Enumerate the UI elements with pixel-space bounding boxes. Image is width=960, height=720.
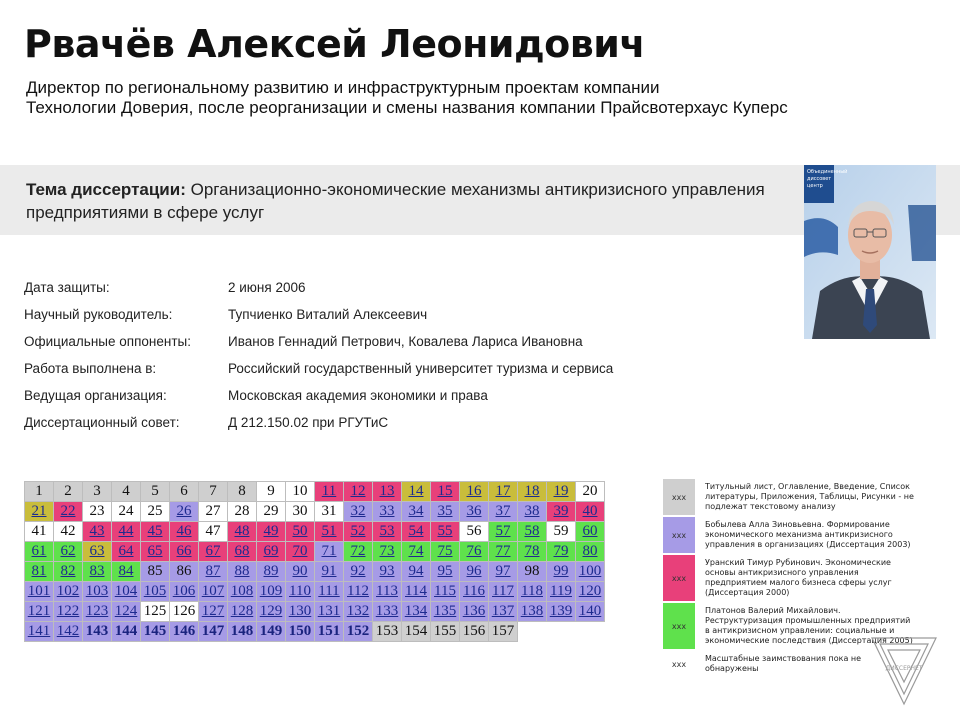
page-cell-41: 41 <box>25 522 54 542</box>
page-cell-112[interactable]: 112 <box>344 582 373 602</box>
photo-caption-3: центр <box>807 183 823 189</box>
legend-row-gray <box>663 479 919 516</box>
page-cell-121[interactable]: 121 <box>25 602 54 622</box>
info-value: 2 июня 2006 <box>228 280 306 295</box>
page-cell-64[interactable]: 64 <box>112 542 141 562</box>
page-cell-146: 146 <box>170 622 199 642</box>
page-cell-109[interactable]: 109 <box>257 582 286 602</box>
page-cell-15[interactable]: 15 <box>431 482 460 502</box>
empty-cell <box>518 622 547 642</box>
info-key: Научный руководитель: <box>24 307 173 322</box>
page-cell-105[interactable]: 105 <box>141 582 170 602</box>
legend-swatch: xxx <box>663 516 695 554</box>
person-photo <box>804 165 936 339</box>
page-cell-95[interactable]: 95 <box>431 562 460 582</box>
page-cell-156: 156 <box>460 622 489 642</box>
page-cell-54[interactable]: 54 <box>402 522 431 542</box>
page-cell-20: 20 <box>576 482 605 502</box>
page-cell-137[interactable]: 137 <box>489 602 518 622</box>
legend-text: Титульный лист, Оглавление, Введение, Список литературы, Приложения, Таблицы, Рисунки - не подлежат текстовому анализу <box>695 479 919 516</box>
page-cell-13[interactable]: 13 <box>373 482 402 502</box>
page-cell-88[interactable]: 88 <box>228 562 257 582</box>
info-key: Ведущая организация: <box>24 388 167 403</box>
page-cell-12[interactable]: 12 <box>344 482 373 502</box>
legend-text: Уранский Тимур Рубинович. Экономические основы антикризисного управления предприятием малого бизнеса сферы услуг (Диссертация 2000) <box>695 554 919 602</box>
page-cell-45[interactable]: 45 <box>141 522 170 542</box>
info-key: Официальные оппоненты: <box>24 334 191 349</box>
person-position <box>26 78 906 118</box>
page-cell-107[interactable]: 107 <box>199 582 228 602</box>
page-cell-3: 3 <box>83 482 112 502</box>
page-cell-129[interactable]: 129 <box>257 602 286 622</box>
page-cell-94[interactable]: 94 <box>402 562 431 582</box>
page-cell-87[interactable]: 87 <box>199 562 228 582</box>
dissertation-topic <box>26 178 786 224</box>
page-cell-65[interactable]: 65 <box>141 542 170 562</box>
page-cell-42: 42 <box>54 522 83 542</box>
page-cell-144: 144 <box>112 622 141 642</box>
page-cell-63[interactable]: 63 <box>83 542 112 562</box>
page-cell-93[interactable]: 93 <box>373 562 402 582</box>
page-cell-126: 126 <box>170 602 199 622</box>
page-cell-99[interactable]: 99 <box>547 562 576 582</box>
page-cell-53[interactable]: 53 <box>373 522 402 542</box>
page-cell-70[interactable]: 70 <box>286 542 315 562</box>
page-cell-138[interactable]: 138 <box>518 602 547 622</box>
page-cell-80[interactable]: 80 <box>576 542 605 562</box>
page-cell-61[interactable]: 61 <box>25 542 54 562</box>
page-cell-58[interactable]: 58 <box>518 522 547 542</box>
page-cell-98: 98 <box>518 562 547 582</box>
page-cell-23: 23 <box>83 502 112 522</box>
position-line-2: Технологии Доверия, после реорганизации и смены названия компании Прайсвотерхаус Куперс <box>26 98 788 117</box>
page-cell-47: 47 <box>199 522 228 542</box>
page-cell-49[interactable]: 49 <box>257 522 286 542</box>
page-cell-35[interactable]: 35 <box>431 502 460 522</box>
page-cell-24: 24 <box>112 502 141 522</box>
page-cell-8: 8 <box>228 482 257 502</box>
topic-text: Организационно-экономические механизмы антикризисного управления предприятиями в сфере услуг <box>26 180 765 222</box>
page-cell-128[interactable]: 128 <box>228 602 257 622</box>
grid-row <box>25 482 605 502</box>
grid-row <box>25 582 605 602</box>
page-cell-10: 10 <box>286 482 315 502</box>
topic-label: Тема диссертации: <box>26 180 186 199</box>
page-cell-151: 151 <box>315 622 344 642</box>
page-cell-142[interactable]: 142 <box>54 622 83 642</box>
page-borrowing-grid <box>24 481 605 642</box>
grid-row <box>25 502 605 522</box>
page-cell-118[interactable]: 118 <box>518 582 547 602</box>
page-cell-139[interactable]: 139 <box>547 602 576 622</box>
page-cell-116[interactable]: 116 <box>460 582 489 602</box>
page-cell-66[interactable]: 66 <box>170 542 199 562</box>
info-value: Московская академия экономики и права <box>228 388 488 403</box>
page-cell-133[interactable]: 133 <box>373 602 402 622</box>
page-cell-110[interactable]: 110 <box>286 582 315 602</box>
empty-cell <box>547 622 576 642</box>
page-cell-14[interactable]: 14 <box>402 482 431 502</box>
legend-row-pink <box>663 554 919 602</box>
page-cell-152: 152 <box>344 622 373 642</box>
page-cell-75[interactable]: 75 <box>431 542 460 562</box>
page-cell-44[interactable]: 44 <box>112 522 141 542</box>
info-key: Дата защиты: <box>24 280 110 295</box>
page-cell-141[interactable]: 141 <box>25 622 54 642</box>
page-cell-1: 1 <box>25 482 54 502</box>
position-line-1: Директор по региональному развитию и инфраструктурным проектам компании <box>26 78 660 97</box>
page-cell-32[interactable]: 32 <box>344 502 373 522</box>
info-key: Диссертационный совет: <box>24 415 180 430</box>
page-cell-106[interactable]: 106 <box>170 582 199 602</box>
page-cell-72[interactable]: 72 <box>344 542 373 562</box>
page-cell-127[interactable]: 127 <box>199 602 228 622</box>
page-cell-5: 5 <box>141 482 170 502</box>
stamp-text: ДИССЕРНЕТ <box>885 665 923 672</box>
page-cell-85: 85 <box>141 562 170 582</box>
page-cell-120[interactable]: 120 <box>576 582 605 602</box>
page-cell-71[interactable]: 71 <box>315 542 344 562</box>
page-cell-74[interactable]: 74 <box>402 542 431 562</box>
page-cell-30: 30 <box>286 502 315 522</box>
page-cell-51[interactable]: 51 <box>315 522 344 542</box>
grid-row <box>25 562 605 582</box>
page-cell-117[interactable]: 117 <box>489 582 518 602</box>
grid-row <box>25 542 605 562</box>
page-cell-92[interactable]: 92 <box>344 562 373 582</box>
page-cell-108[interactable]: 108 <box>228 582 257 602</box>
page-cell-21[interactable]: 21 <box>25 502 54 522</box>
page-cell-113[interactable]: 113 <box>373 582 402 602</box>
legend-text: Платонов Валерий Михайлович. Реструктуризация промышленных предприятий в антикризисном управлении: социальные и экономические последствия (Диссертация 2005) <box>695 602 919 650</box>
page-cell-145: 145 <box>141 622 170 642</box>
page-cell-31: 31 <box>315 502 344 522</box>
page-cell-104[interactable]: 104 <box>112 582 141 602</box>
legend-text: Масштабные заимствования пока не обнаружены <box>695 650 919 678</box>
info-value: Иванов Геннадий Петрович, Ковалева Лариса Ивановна <box>228 334 583 349</box>
page-cell-132[interactable]: 132 <box>344 602 373 622</box>
page-cell-34[interactable]: 34 <box>402 502 431 522</box>
page-cell-103[interactable]: 103 <box>83 582 112 602</box>
page-cell-124[interactable]: 124 <box>112 602 141 622</box>
page-cell-16[interactable]: 16 <box>460 482 489 502</box>
page-cell-102[interactable]: 102 <box>54 582 83 602</box>
page-cell-2: 2 <box>54 482 83 502</box>
page-cell-84[interactable]: 84 <box>112 562 141 582</box>
page-cell-29: 29 <box>257 502 286 522</box>
page-cell-48[interactable]: 48 <box>228 522 257 542</box>
legend-swatch: xxx <box>663 479 695 516</box>
photo-caption-2: диссовет <box>807 176 832 182</box>
page-cell-86: 86 <box>170 562 199 582</box>
page-cell-134[interactable]: 134 <box>402 602 431 622</box>
page-cell-155: 155 <box>431 622 460 642</box>
info-key: Работа выполнена в: <box>24 361 157 376</box>
page-cell-115[interactable]: 115 <box>431 582 460 602</box>
page-cell-36[interactable]: 36 <box>460 502 489 522</box>
page-cell-17[interactable]: 17 <box>489 482 518 502</box>
page-cell-123[interactable]: 123 <box>83 602 112 622</box>
page-cell-22[interactable]: 22 <box>54 502 83 522</box>
page-cell-39[interactable]: 39 <box>547 502 576 522</box>
page-cell-52[interactable]: 52 <box>344 522 373 542</box>
page-cell-43[interactable]: 43 <box>83 522 112 542</box>
page-cell-73[interactable]: 73 <box>373 542 402 562</box>
page-cell-148: 148 <box>228 622 257 642</box>
info-value: Тупчиенко Виталий Алексеевич <box>228 307 428 322</box>
page-cell-135[interactable]: 135 <box>431 602 460 622</box>
page-cell-96[interactable]: 96 <box>460 562 489 582</box>
page-cell-150: 150 <box>286 622 315 642</box>
page-cell-38[interactable]: 38 <box>518 502 547 522</box>
page-cell-119[interactable]: 119 <box>547 582 576 602</box>
page-cell-130[interactable]: 130 <box>286 602 315 622</box>
grid-row <box>25 522 605 542</box>
page-cell-114[interactable]: 114 <box>402 582 431 602</box>
page-cell-33[interactable]: 33 <box>373 502 402 522</box>
page-cell-90[interactable]: 90 <box>286 562 315 582</box>
page-cell-67[interactable]: 67 <box>199 542 228 562</box>
page-cell-111[interactable]: 111 <box>315 582 344 602</box>
page-cell-82[interactable]: 82 <box>54 562 83 582</box>
page-cell-136[interactable]: 136 <box>460 602 489 622</box>
page-cell-69[interactable]: 69 <box>257 542 286 562</box>
page-cell-25: 25 <box>141 502 170 522</box>
info-value: Д 212.150.02 при РГУТиС <box>228 415 389 430</box>
page-cell-157: 157 <box>489 622 518 642</box>
page-cell-81[interactable]: 81 <box>25 562 54 582</box>
page-cell-57[interactable]: 57 <box>489 522 518 542</box>
page-cell-50[interactable]: 50 <box>286 522 315 542</box>
page-cell-122[interactable]: 122 <box>54 602 83 622</box>
page-cell-56: 56 <box>460 522 489 542</box>
page-cell-140[interactable]: 140 <box>576 602 605 622</box>
page-cell-59: 59 <box>547 522 576 542</box>
page-cell-6: 6 <box>170 482 199 502</box>
page-cell-143: 143 <box>83 622 112 642</box>
page-cell-149: 149 <box>257 622 286 642</box>
page-cell-55[interactable]: 55 <box>431 522 460 542</box>
grid-row <box>25 602 605 622</box>
page-cell-40[interactable]: 40 <box>576 502 605 522</box>
page-cell-79[interactable]: 79 <box>547 542 576 562</box>
legend-row-purple <box>663 516 919 554</box>
legend-swatch: xxx <box>663 650 695 678</box>
page-cell-4: 4 <box>112 482 141 502</box>
page-cell-83[interactable]: 83 <box>83 562 112 582</box>
page-cell-60[interactable]: 60 <box>576 522 605 542</box>
page-cell-78[interactable]: 78 <box>518 542 547 562</box>
page-cell-125: 125 <box>141 602 170 622</box>
page-cell-68[interactable]: 68 <box>228 542 257 562</box>
page-cell-147: 147 <box>199 622 228 642</box>
page-cell-76[interactable]: 76 <box>460 542 489 562</box>
page-cell-9: 9 <box>257 482 286 502</box>
empty-cell <box>576 622 605 642</box>
page-cell-18[interactable]: 18 <box>518 482 547 502</box>
page-cell-101[interactable]: 101 <box>25 582 54 602</box>
legend-swatch: xxx <box>663 602 695 650</box>
page-cell-37[interactable]: 37 <box>489 502 518 522</box>
legend-swatch: xxx <box>663 554 695 602</box>
page-cell-46[interactable]: 46 <box>170 522 199 542</box>
stamp-logo <box>868 630 940 712</box>
page-cell-27: 27 <box>199 502 228 522</box>
person-name: Рвачёв Алексей Леонидович <box>24 22 646 66</box>
photo-caption-1: Объединенный <box>807 169 848 175</box>
page-cell-131[interactable]: 131 <box>315 602 344 622</box>
page-cell-19[interactable]: 19 <box>547 482 576 502</box>
page-cell-100[interactable]: 100 <box>576 562 605 582</box>
dissernet-stamp <box>868 630 940 717</box>
page-cell-7: 7 <box>199 482 228 502</box>
portrait-image <box>804 165 936 339</box>
page-cell-11[interactable]: 11 <box>315 482 344 502</box>
page-cell-77[interactable]: 77 <box>489 542 518 562</box>
page-cell-62[interactable]: 62 <box>54 542 83 562</box>
page-cell-97[interactable]: 97 <box>489 562 518 582</box>
info-value: Российский государственный университет туризма и сервиса <box>228 361 614 376</box>
page-cell-153: 153 <box>373 622 402 642</box>
page-cell-154: 154 <box>402 622 431 642</box>
page-cell-28: 28 <box>228 502 257 522</box>
grid-row <box>25 622 605 642</box>
legend-text: Бобылева Алла Зиновьевна. Формирование экономического механизма антикризисного управления в организациях (Диссертация 2003) <box>695 516 919 554</box>
page-cell-91[interactable]: 91 <box>315 562 344 582</box>
page-cell-26[interactable]: 26 <box>170 502 199 522</box>
page-cell-89[interactable]: 89 <box>257 562 286 582</box>
